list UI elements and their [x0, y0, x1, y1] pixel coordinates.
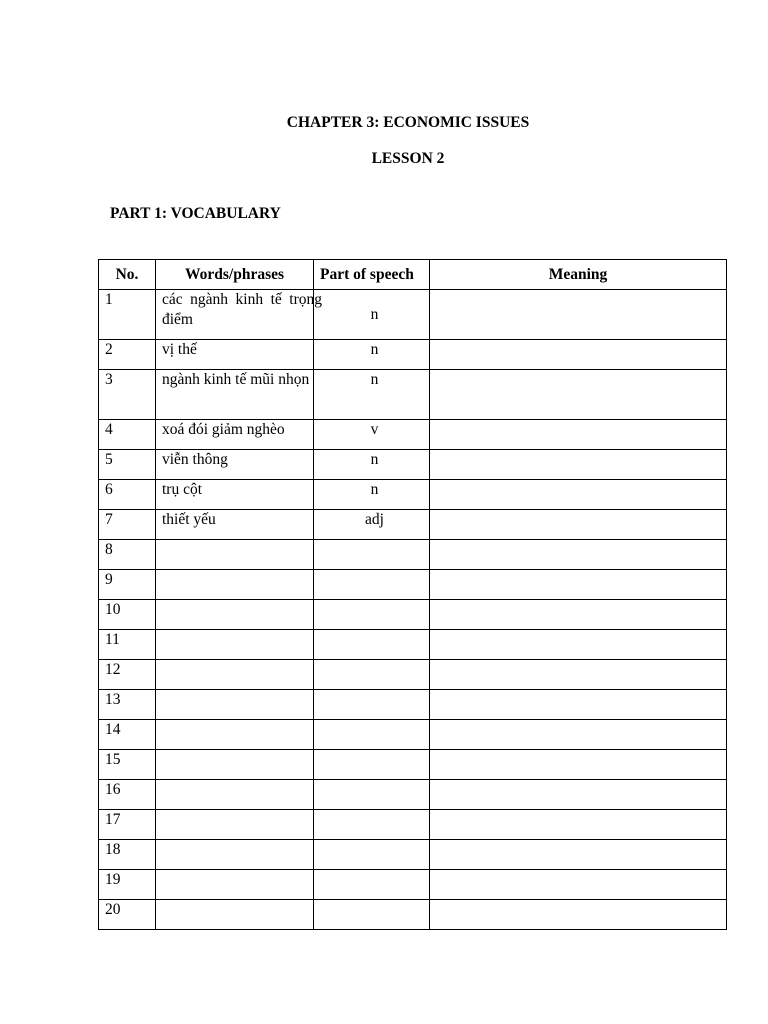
row-number: 17 — [99, 810, 156, 840]
lesson-title: LESSON 2 — [371, 150, 445, 167]
meaning-cell[interactable] — [430, 780, 727, 810]
meaning-cell[interactable] — [430, 660, 727, 690]
meaning-cell[interactable] — [430, 690, 727, 720]
row-number: 13 — [99, 690, 156, 720]
row-number: 11 — [99, 630, 156, 660]
table-row — [99, 900, 727, 930]
row-number: 16 — [99, 780, 156, 810]
row-number: 20 — [99, 900, 156, 930]
meaning-cell[interactable] — [430, 750, 727, 780]
word-cell — [156, 750, 314, 780]
header-meaning: Meaning — [430, 260, 727, 290]
vocabulary-table — [98, 259, 727, 930]
meaning-cell[interactable] — [430, 570, 727, 600]
header-words: Words/phrases — [156, 260, 314, 290]
word-cell — [156, 370, 314, 420]
meaning-cell[interactable] — [430, 600, 727, 630]
meaning-cell[interactable] — [430, 810, 727, 840]
word-cell — [156, 290, 322, 340]
word-cell — [156, 660, 314, 690]
meaning-cell[interactable] — [430, 630, 727, 660]
table-row — [99, 870, 727, 900]
row-number: 14 — [99, 720, 156, 750]
table-row — [99, 450, 727, 480]
row-number: 5 — [99, 450, 156, 480]
chapter-title: CHAPTER 3: ECONOMIC ISSUES — [286, 114, 530, 131]
part-of-speech-cell — [314, 690, 430, 720]
part-of-speech-cell — [314, 540, 430, 570]
row-number: 3 — [99, 370, 156, 420]
table-row — [99, 630, 727, 660]
part-of-speech-cell — [314, 660, 430, 690]
header-no: No. — [99, 260, 156, 290]
meaning-cell[interactable] — [430, 900, 727, 930]
meaning-cell[interactable] — [430, 540, 727, 570]
part-of-speech-cell: n — [314, 370, 430, 420]
meaning-cell[interactable] — [430, 480, 727, 510]
word-cell — [156, 450, 314, 480]
part-of-speech-cell — [314, 900, 430, 930]
part-of-speech-cell — [314, 840, 430, 870]
word-cell — [156, 480, 314, 510]
table-row — [99, 810, 727, 840]
part-of-speech-cell — [314, 870, 430, 900]
part-of-speech-cell — [314, 750, 430, 780]
table-body — [99, 290, 727, 930]
table-row — [99, 780, 727, 810]
table-row — [99, 290, 727, 340]
table-row — [99, 690, 727, 720]
table-row — [99, 720, 727, 750]
table-row — [99, 540, 727, 570]
table-row — [99, 340, 727, 370]
word-cell — [156, 510, 314, 540]
word-cell — [156, 900, 314, 930]
meaning-cell[interactable] — [430, 290, 727, 340]
row-number: 2 — [99, 340, 156, 370]
row-number: 4 — [99, 420, 156, 450]
table-row — [99, 660, 727, 690]
row-number: 6 — [99, 480, 156, 510]
word-cell — [156, 690, 314, 720]
row-number: 8 — [99, 540, 156, 570]
word-cell — [156, 600, 314, 630]
row-number: 10 — [99, 600, 156, 630]
meaning-cell[interactable] — [430, 370, 727, 420]
word-text: xoá đói giảm nghèo — [162, 421, 285, 438]
row-number: 18 — [99, 840, 156, 870]
row-number: 12 — [99, 660, 156, 690]
part-of-speech-cell — [314, 780, 430, 810]
part-of-speech-cell — [314, 720, 430, 750]
table-row — [99, 420, 727, 450]
table-row — [99, 750, 727, 780]
part-of-speech-cell: n — [314, 480, 430, 510]
table-row — [99, 840, 727, 870]
part-of-speech-cell — [314, 570, 430, 600]
row-number: 15 — [99, 750, 156, 780]
word-cell — [156, 870, 314, 900]
word-text: ngành kinh tế mũi nhọn — [162, 371, 310, 388]
row-number: 1 — [99, 290, 156, 340]
row-number: 19 — [99, 870, 156, 900]
part-of-speech-cell: n — [314, 450, 430, 480]
part-title: PART 1: VOCABULARY — [110, 205, 281, 222]
meaning-cell[interactable] — [430, 340, 727, 370]
word-cell — [156, 340, 314, 370]
word-text: trụ cột — [162, 481, 203, 498]
meaning-cell[interactable] — [430, 420, 727, 450]
word-text: thiết yếu — [162, 511, 216, 528]
meaning-cell[interactable] — [430, 450, 727, 480]
meaning-cell[interactable] — [430, 870, 727, 900]
word-cell — [156, 630, 314, 660]
word-cell — [156, 420, 314, 450]
word-text: vị thế — [162, 341, 197, 358]
table-row — [99, 480, 727, 510]
table-row — [99, 370, 727, 420]
row-number: 7 — [99, 510, 156, 540]
row-number: 9 — [99, 570, 156, 600]
word-cell — [156, 540, 314, 570]
word-cell — [156, 780, 314, 810]
table-row — [99, 600, 727, 630]
word-cell — [156, 720, 314, 750]
table-row — [99, 510, 727, 540]
part-of-speech-cell: adj — [314, 510, 430, 540]
word-cell — [156, 840, 314, 870]
table-row — [99, 570, 727, 600]
part-of-speech-cell — [314, 810, 430, 840]
word-text: các ngành kinh tế trọng điểm — [162, 291, 322, 328]
part-of-speech-cell: n — [314, 290, 430, 340]
part-of-speech-cell — [314, 600, 430, 630]
word-text: viễn thông — [162, 451, 228, 468]
meaning-cell[interactable] — [430, 720, 727, 750]
header-part-of-speech: Part of speech — [314, 260, 430, 290]
part-of-speech-cell: v — [314, 420, 430, 450]
word-cell — [156, 570, 314, 600]
part-of-speech-cell — [314, 630, 430, 660]
word-cell — [156, 810, 314, 840]
meaning-cell[interactable] — [430, 840, 727, 870]
meaning-cell[interactable] — [430, 510, 727, 540]
part-of-speech-cell: n — [314, 340, 430, 370]
table-header-row — [99, 260, 727, 290]
